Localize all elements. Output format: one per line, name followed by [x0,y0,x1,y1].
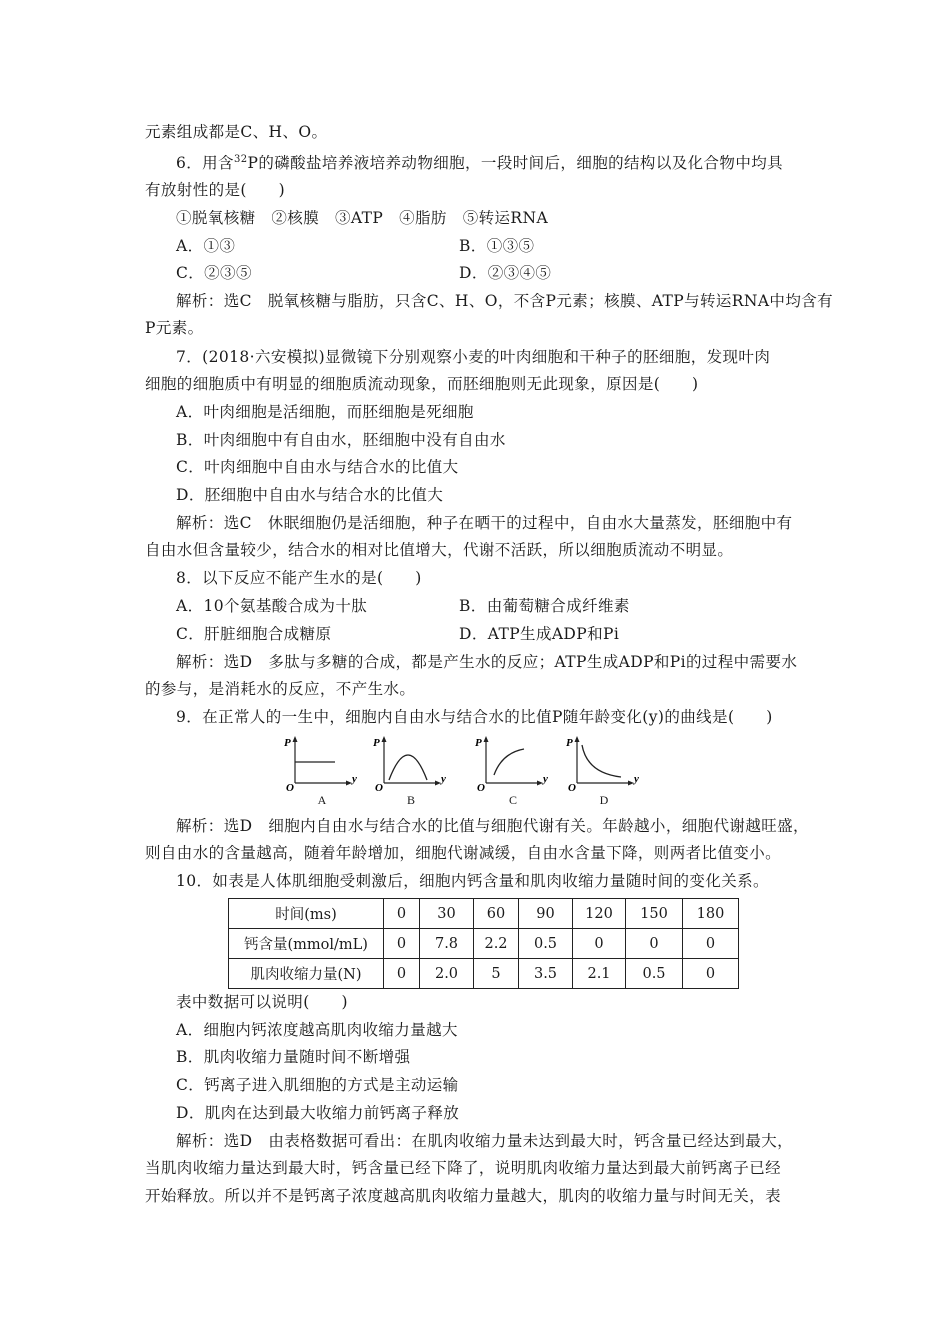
svg-text:y: y [543,773,548,785]
option-a: A．①③ [176,237,236,255]
svg-text:y: y [634,773,639,785]
graph-label: B [406,793,415,807]
svg-text:P: P [566,737,573,749]
option-a: A．叶肉细胞是活细胞，而胚细胞是死细胞 [176,403,474,421]
table-cell: 时间(ms) [229,899,384,929]
option-c: C．②③⑤ [176,264,252,282]
question-7-stem: 7．(2018·六安模拟)显微镜下分别观察小麦的叶肉细胞和干种子的胚细胞，发现叶肉 [176,348,771,366]
graph-option-c [474,735,554,807]
question-6-stem: 6．用含$^{32}$P的磷酸盐培养液培养动物细胞，一段时间后，细胞的结构以及化合物中均具 [176,154,784,172]
text-line: 当肌肉收缩力量达到最大时，钙含量已经下降了，说明肌肉收缩力量达到最大前钙离子已经 [145,1159,782,1177]
svg-text:O: O [477,782,485,794]
table-cell: 120 [573,899,626,929]
option-a: A．10个氨基酸合成为十肽 [176,597,368,615]
answer-explanation: 解析：选D 由表格数据可看出：在肌肉收缩力量未达到最大时，钙含量已经达到最大， [176,1132,794,1150]
table-cell: 5 [474,959,519,989]
answer-explanation: 解析：选C 休眠细胞仍是活细胞，种子在晒干的过程中，自由水大量蒸发，胚细胞中有 [176,514,793,532]
option-b: B．由葡萄糖合成纤维素 [459,597,630,615]
table-cell: 0 [573,929,626,959]
answer-explanation: 解析：选D 多肽与多糖的合成，都是产生水的反应；ATP生成ADP和Pi的过程中需要水 [176,653,798,671]
question-9-stem: 9．在正常人的一生中，细胞内自由水与结合水的比值P随年龄变化(y)的曲线是( ) [176,708,773,726]
svg-text:y: y [441,773,446,785]
table-cell: 0 [683,959,739,989]
table-cell: 0 [384,959,420,989]
table-cell: 2.1 [573,959,626,989]
text-line: 开始释放。所以并不是钙离子浓度越高肌肉收缩力量越大，肌肉的收缩力量与时间无关，表 [145,1187,782,1205]
curve [389,755,427,780]
option-c: C．叶肉细胞中自由水与结合水的比值大 [176,458,459,476]
curve [494,749,524,775]
table-row [229,959,739,989]
text-line: 自由水但含量较少，结合水的相对比值增大，代谢不活跃，所以细胞质流动不明显。 [145,541,734,559]
graph-d-svg [565,735,645,794]
table-cell: 90 [519,899,573,929]
option-c: C．肝脏细胞合成糖原 [176,625,332,643]
option-b: B．肌肉收缩力量随时间不断增强 [176,1048,411,1066]
table-cell: 60 [474,899,519,929]
answer-explanation: 解析：选D 细胞内自由水与结合水的比值与细胞代谢有关。年龄越小，细胞代谢越旺盛， [176,817,809,835]
x-axis-label: y [352,773,357,785]
svg-text:P: P [475,737,482,749]
table-cell: 150 [626,899,683,929]
table-cell: 2.0 [420,959,474,989]
svg-text:O: O [375,782,383,794]
question-6-items: ①脱氧核糖 ②核膜 ③ATP ④脂肪 ⑤转运RNA [176,209,549,227]
graph-b-svg [372,735,452,794]
y-axis-label: P [284,737,291,749]
graph-label: D [599,793,609,807]
graph-label: A [317,793,327,807]
graph-a-svg [283,735,363,794]
graph-label: C [508,793,517,807]
answer-explanation: 解析：选C 脱氧核糖与脂肪，只含C、H、O，不含P元素；核膜、ATP与转运RNA中均含有 [176,292,834,310]
graph-option-d [565,735,645,807]
table-cell: 3.5 [519,959,573,989]
table-row [229,929,739,959]
question-10-stem: 10．如表是人体肌细胞受刺激后，细胞内钙含量和肌肉收缩力量随时间的变化关系。 [176,872,769,890]
table-cell: 0 [683,929,739,959]
svg-text:O: O [568,782,576,794]
table-cell: 0.5 [626,959,683,989]
table-cell: 0 [384,899,420,929]
table-cell: 0 [384,929,420,959]
origin-label: O [286,782,294,794]
data-table [228,898,739,989]
table-cell: 肌肉收缩力量(N) [229,959,384,989]
graph-option-b [372,735,452,807]
option-d: D．胚细胞中自由水与结合水的比值大 [176,486,444,504]
svg-text:P: P [373,737,380,749]
text-line: 细胞的细胞质中有明显的细胞质流动现象，而胚细胞则无此现象，原因是( ) [145,375,699,393]
table-cell: 0 [626,929,683,959]
table-cell: 180 [683,899,739,929]
option-c: C．钙离子进入肌细胞的方式是主动运输 [176,1076,459,1094]
table-cell: 2.2 [474,929,519,959]
option-a: A．细胞内钙浓度越高肌肉收缩力量越大 [176,1021,458,1039]
text-line: 的参与，是消耗水的反应，不产生水。 [145,680,416,698]
text-line: 有放射性的是( ) [145,181,286,199]
graph-option-a [283,735,363,807]
option-b: B．①③⑤ [459,237,535,255]
option-d: D．肌肉在达到最大收缩力前钙离子释放 [176,1104,460,1122]
option-d: D．ATP生成ADP和Pi [459,625,620,643]
text-line: 则自由水的含量越高，随着年龄增加，细胞代谢减缓，自由水含量下降，则两者比值变小。 [145,844,782,862]
table-cell: 7.8 [420,929,474,959]
question-8-stem: 8．以下反应不能产生水的是( ) [176,569,422,587]
table-cell: 钙含量(mmol/mL) [229,929,384,959]
text-line: P元素。 [145,319,204,337]
table-cell: 30 [420,899,474,929]
option-d: D．②③④⑤ [459,264,552,282]
graph-c-svg [474,735,554,794]
text-line: 表中数据可以说明( ) [176,993,348,1011]
superscript: 32 [233,154,248,165]
option-b: B．叶肉细胞中有自由水，胚细胞中没有自由水 [176,431,506,449]
table-cell: 0.5 [519,929,573,959]
table-row [229,899,739,929]
curve [582,745,621,777]
text-line: 元素组成都是C、H、O。 [145,123,328,141]
